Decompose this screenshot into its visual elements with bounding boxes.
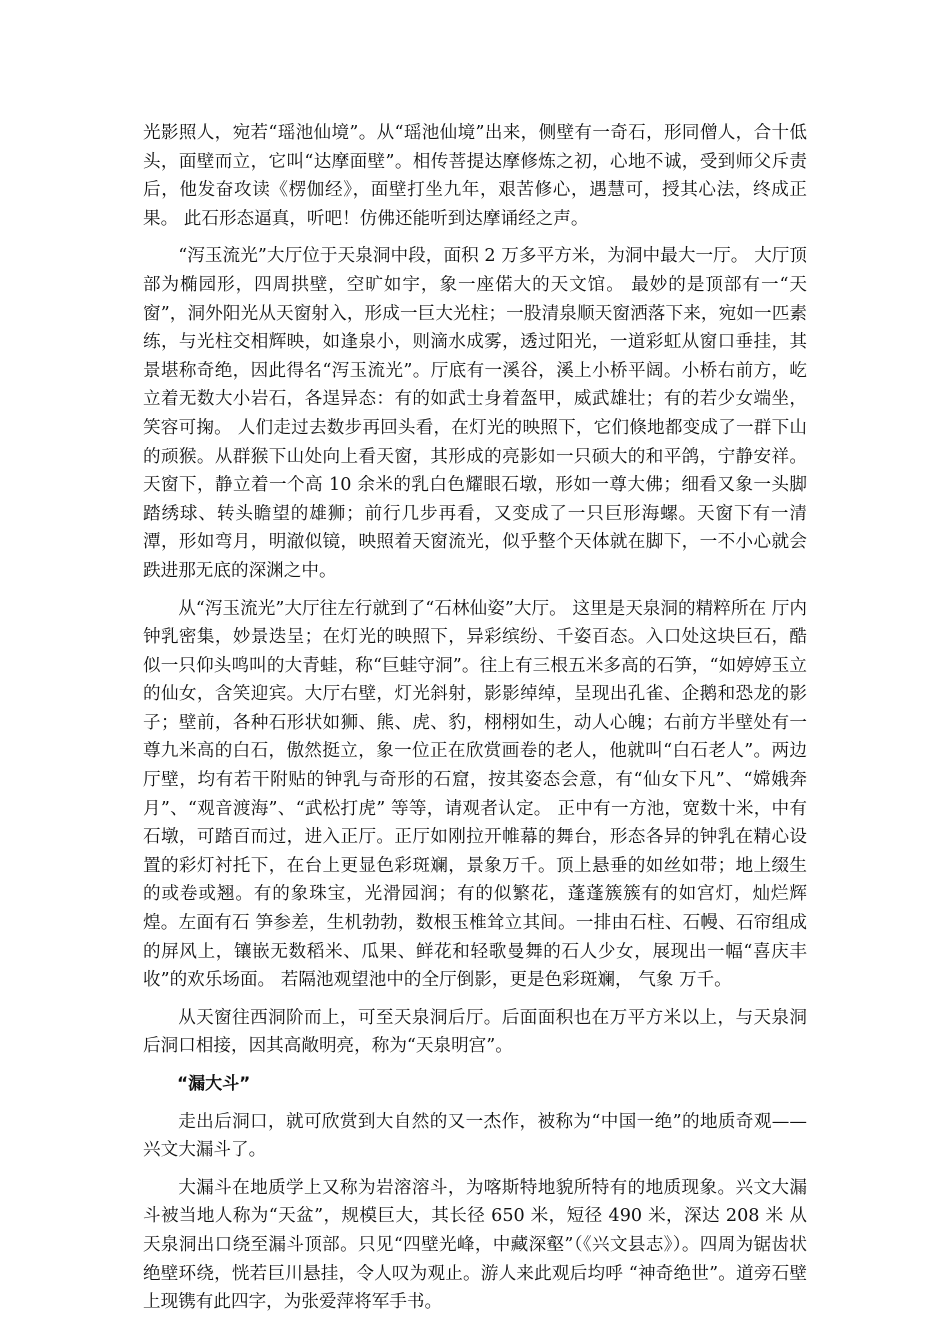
- paragraph-xieyu-liuguang-hall: “泻玉流光”大厅位于天泉洞中段，面积 2 万多平方米，为洞中最大一厅。 大厅顶部为椭园形，四周拱壁，空旷如宇，象一座偌大的天文馆。 最妙的是顶部有一“天窗”，洞外阳光从天窗射入，形成一巨大光柱；一股清泉顺天窗洒落下来，宛如一匹素练，与光柱交相辉映，如逢泉小，则滴水成雾，透过阳光，一道彩虹从窗口垂挂，其景堪称奇绝，因此得名“泻玉流光”。厅底有一溪谷，溪上小桥平阔。小桥右前方，屹立着无数大小岩石，各逞异态：有的如武士身着盔甲，威武雄壮；有的若少女端坐，笑容可掬。 人们走过去数步再回头看，在灯光的映照下，它们倏地都变成了一群下山的顽猴。从群猴下山处向上看天窗，其形成的亮影如一只硕大的和平鸽，宁静安祥。天窗下，静立着一个高 10 余米的乳白色耀眼石墩，形如一尊大佛；细看又象一头脚踏绣球、转头瞻望的雄狮；前行几步再看，又变成了一只巨形海螺。天窗下有一清潭，形如弯月，明澈似镜，映照着天窗流光，似乎整个天体就在脚下，一不小心就会跌进那无底的深渊之中。: [143, 246, 807, 581]
- document-body: [143, 119, 807, 1326]
- paragraph-shilin-xianzi-hall: 从“泻玉流光”大厅往左行就到了“石林仙姿”大厅。 这里是天泉洞的精粹所在 厅内钟乳密集，妙景迭呈；在灯光的映照下，异彩缤纷、千姿百态。入口处这块巨石，酷似一只仰头鸣叫的大青蛙，称“巨蛙守洞”。往上有三根五米多高的石笋，“如婷婷玉立的仙女，含笑迎宾。大厅右壁，灯光斜射，影影绰绰，呈现出孔雀、企鹅和恐龙的影子；壁前，各种石形状如狮、熊、虎、豹，栩栩如生，动人心魄；右前方半壁处有一尊九米高的白石，傲然挺立，象一位正在欣赏画卷的老人，他就叫“白石老人”。两边厅壁，均有若干附贴的钟乳与奇形的石窟，按其姿态会意，有“仙女下凡”、“嫦娥奔月”、“观音渡海”、“武松打虎” 等等，请观者认定。 正中有一方池，宽数十米，中有石墩，可踏百而过，进入正厅。正厅如刚拉开帷幕的舞台，形态各异的钟乳在精心设置的彩灯衬托下，在台上更显色彩斑斓，景象万千。顶上悬垂的如丝如带；地上缀生的或卷或翘。有的象珠宝，光滑园润；有的似繁花，蓬蓬簇簇有的如宫灯，灿烂辉煌。左面有石 笋参差，生机勃勃，数根玉椎耸立其间。一排由石柱、石幔、石帘组成的屏风上，镶嵌无数稻米、瓜果、鲜花和轻歌曼舞的石人少女，展现出一幅“喜庆丰收”的欢乐场面。 若隔池观望池中的全厅倒影，更是色彩斑斓， 气象 万千。: [143, 598, 807, 991]
- section-heading: “漏大斗”: [177, 1074, 251, 1094]
- paragraph-great-doline: 大漏斗在地质学上又称为岩溶溶斗，为喀斯特地貌所特有的地质现象。兴文大漏斗被当地人称为“天盆”，规模巨大，其长径 650 米，短径 490 米，深达 208 米 从天泉洞出口绕至漏斗顶部。只见“四壁光峰，中藏深壑”（《兴文县志》）。四周为锯齿状绝壁环绕，恍若巨川悬挂，令人叹为观止。游人来此观后均呼 “神奇绝世”。道旁石壁上现镌有此四字，为张爱萍将军手书。: [143, 1177, 807, 1313]
- paragraph-tianquan-minggong: 从天窗往西洞阶而上，可至天泉洞后厅。后面面积也在万平方米以上，与天泉洞后洞口相接，因其高敞明亮，称为“天泉明宫”。: [143, 1007, 807, 1057]
- paragraph-rear-exit: 走出后洞口，就可欣赏到大自然的又一杰作，被称为“中国一绝”的地质奇观——兴文大漏斗了。: [143, 1111, 807, 1161]
- paragraph-damo-facing-wall: 光影照人，宛若“瑶池仙境”。从“瑶池仙境”出来，侧壁有一奇石，形同僧人，合十低头，面壁而立，它叫“达摩面壁”。相传菩提达摩修炼之初，心地不诚，受到师父斥责后，他发奋攻读《楞伽经》，面壁打坐九年，艰苦修心，遇慧可，授其心法，终成正果。 此石形态逼真，听吧！仿佛还能听到达摩诵经之声。: [143, 123, 807, 229]
